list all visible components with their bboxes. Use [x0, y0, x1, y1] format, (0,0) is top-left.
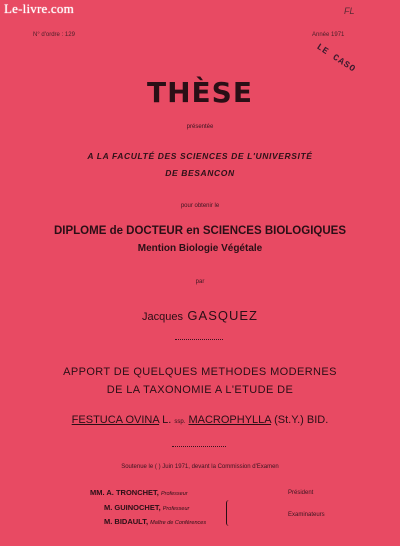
species-author-3: BID. [306, 414, 329, 426]
author-last-name: GASQUEZ [187, 308, 258, 323]
jury-member [104, 503, 189, 512]
subject-line-2: DE LA TAXONOMIE A L'ETUDE DE [106, 384, 294, 396]
jury-member [104, 517, 206, 526]
species-author-1: L. [162, 414, 172, 426]
faculty-line-1: A LA FACULTÉ DES SCIENCES DE L'UNIVERSITÉ [87, 151, 313, 161]
defense-date: Soutenue le ( ) Juin 1971, devant la Commission d'Examen [121, 464, 279, 470]
jury-side-label: Président [288, 490, 314, 496]
jury-member-role: Maître de Conférences [150, 520, 207, 526]
jury-brace [226, 500, 231, 526]
diploma-mention: Mention Biologie Végétale [137, 243, 263, 254]
par-label: par [195, 279, 205, 285]
jury-side-label: Examinateurs [288, 512, 325, 518]
page-title: THÈSE [147, 76, 253, 109]
year-label: Année 1971 [312, 32, 345, 38]
diploma-title: DIPLOME de DOCTEUR en SCIENCES BIOLOGIQUES [53, 225, 346, 237]
species-name: MACROPHYLLA [188, 414, 272, 426]
jury-member-role: Professeur [162, 506, 190, 512]
jury-member [90, 488, 188, 497]
subject-line-1: APPORT DE QUELQUES METHODES MODERNES [63, 366, 337, 378]
species-line [0, 414, 400, 426]
watermark: Le-livre.com [4, 1, 74, 16]
presentee-label: présentée [186, 124, 214, 130]
jury-member-name: M. BIDAULT, [104, 517, 149, 526]
faculty-line-2: DE BESANCON [165, 168, 235, 178]
jury-member-name: M. GUINOCHET, [104, 503, 161, 512]
jury-member-role: Professeur [160, 491, 188, 497]
species-author-2: (St.Y.) [274, 414, 304, 426]
order-number: N° d'ordre : 129 [33, 32, 75, 38]
library-stamp: LE CASO [314, 42, 358, 75]
jury-member-name: MM. A. TRONCHET, [90, 488, 159, 497]
divider [175, 339, 223, 340]
species-ssp: ssp. [174, 419, 186, 425]
author-name [0, 307, 400, 325]
species-genus: FESTUCA OVINA [71, 414, 160, 426]
author-first-name: Jacques [141, 311, 183, 323]
corner-annotation: FL [344, 6, 355, 16]
divider [172, 446, 226, 447]
pour-obtenir-label: pour obtenir le [180, 203, 220, 209]
